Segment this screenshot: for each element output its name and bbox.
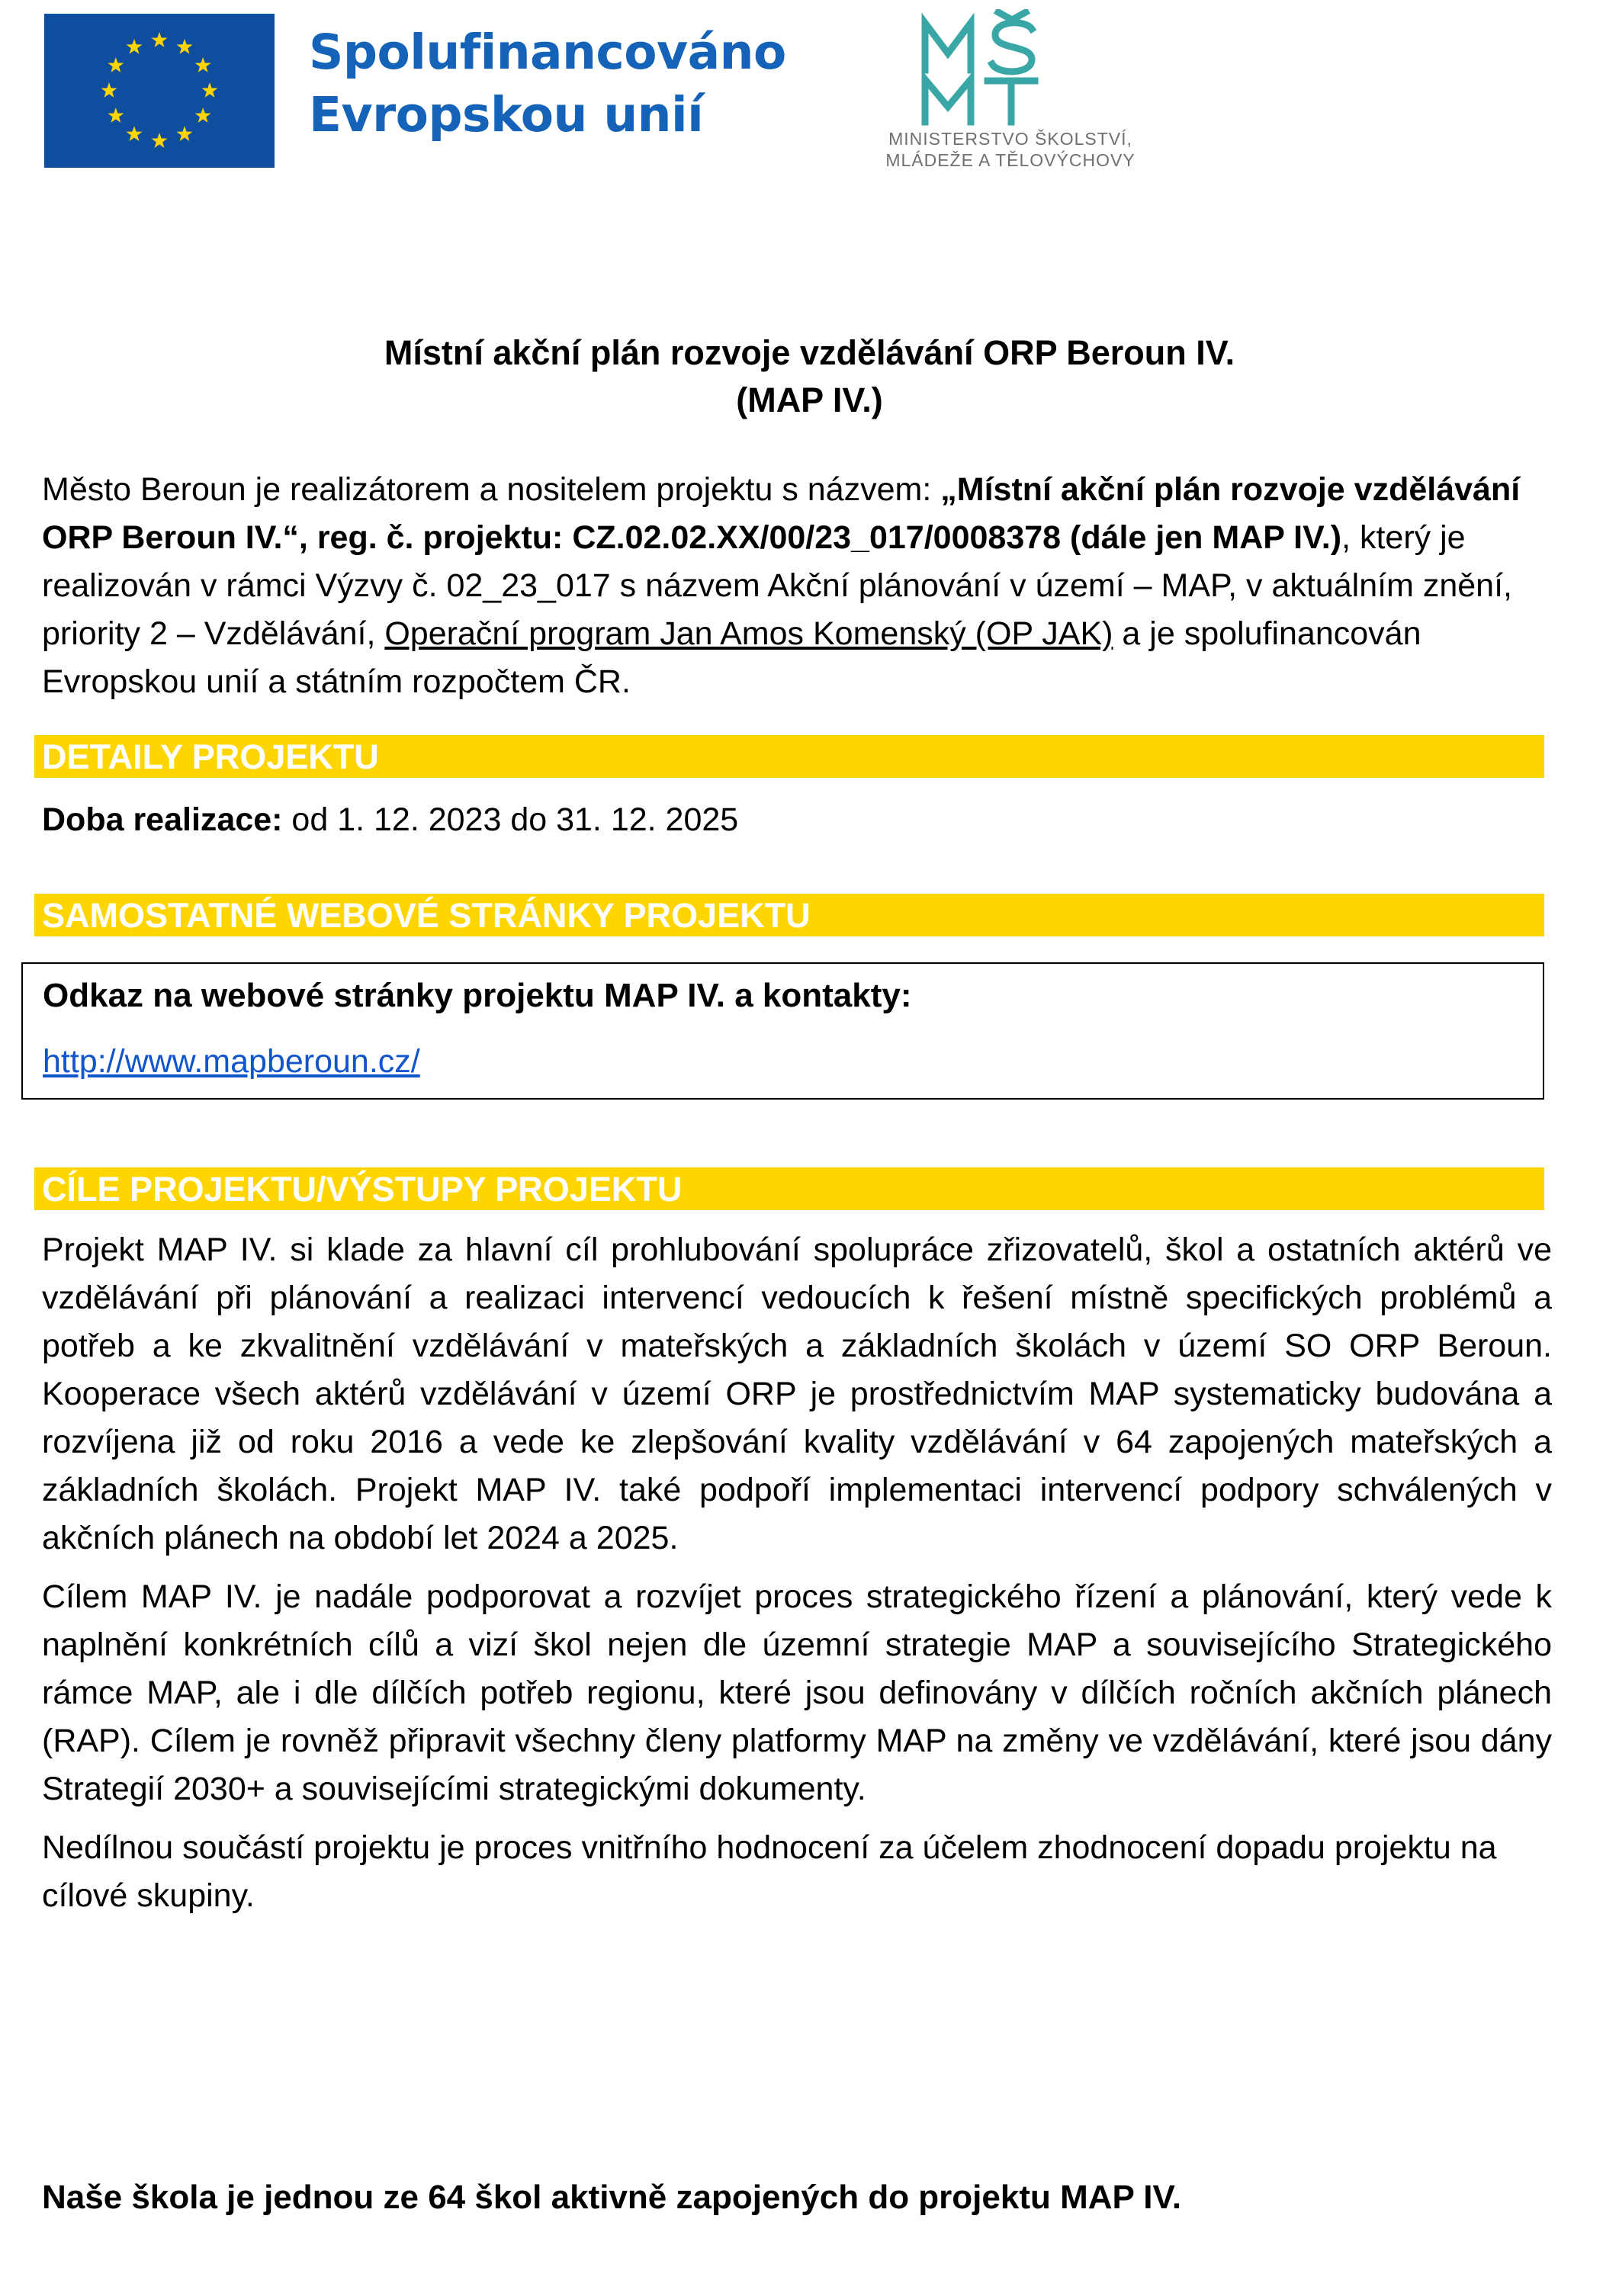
section-heading-goals: CÍLE PROJEKTU/VÝSTUPY PROJEKTU	[34, 1167, 1544, 1210]
msmt-caption	[835, 128, 1186, 171]
project-website-link[interactable]: http://www.mapberoun.cz/	[43, 1043, 420, 1080]
eu-stars-icon	[44, 14, 275, 168]
msmt-logo	[835, 9, 1186, 173]
realization-label: Doba realizace:	[42, 801, 283, 838]
intro-text	[42, 466, 1552, 706]
section-heading-web: SAMOSTATNÉ WEBOVÉ STRÁNKY PROJEKTU	[34, 894, 1544, 936]
realization-period	[42, 796, 1552, 844]
eu-text-line2: Evropskou unií	[309, 87, 704, 143]
goals-paragraph-1: Projekt MAP IV. si klade za hlavní cíl prohlubování spolupráce zřizovatelů, škol a ostatních aktérů ve vzdělávání při plánování a realizaci intervencí vedoucích k řešení místně specifických problémů a potřeb a ke zkvalitnění vzdělávání v mateřských a základních školách v území SO ORP Beroun. Kooperace všech aktérů vzdělávání v území ORP je prostřednictvím MAP systematicky budována a rozvíjena již od roku 2016 a vede ke zlepšování kvality vzdělávání v 64 zapojených mateřských a základních školách. Projekt MAP IV. také podpoří implementaci intervencí podpory schválených v akčních plánech na období let 2024 a 2025.	[42, 1231, 1552, 1556]
eu-cofinancing-text	[309, 21, 786, 146]
msmt-monogram-icon	[835, 9, 1186, 131]
intro-project-name: „Místní akční plán rozvoje vzdělávání ORP Beroun IV.“, reg. č. projektu: CZ.02.02.XX/00/23_017/0008378 (dále jen MAP IV.)	[42, 471, 1521, 556]
intro-text-3: a je spolufinancován Evropskou unií a státním rozpočtem ČR.	[42, 615, 1421, 700]
goals-paragraph-3: Nedílnou součástí projektu je proces vnitřního hodnocení za účelem zhodnocení dopadu projektu na cílové skupiny.	[42, 1829, 1497, 1914]
closing-statement: Naše škola je jednou ze 64 škol aktivně zapojených do projektu MAP IV.	[42, 2179, 1182, 2216]
goals-paragraph-2: Cílem MAP IV. je nadále podporovat a rozvíjet proces strategického řízení a plánování, který vede k naplnění konkrétních cílů a vizí škol nejen dle územní strategie MAP a souvisejícího Strategického rámce MAP, ale i dle dílčích potřeb regionu, které jsou definovány v dílčích ročních akčních plánech (RAP). Cílem je rovněž připravit všechny členy platformy MAP na změny ve vzdělávání, které jsou dány Strategií 2030+ a souvisejícími strategickými dokumenty.	[42, 1578, 1552, 1807]
intro-text-2: , který je realizován v rámci Výzvy č. 02_23_017 s názvem Akční plánování v území – MAP, v aktuálním znění, priority 2 – Vzdělávání,	[42, 519, 1512, 652]
intro-text-1: Město Beroun je realizátorem a nositelem projektu s názvem:	[42, 471, 941, 508]
msmt-caption-line1: MINISTERSTVO ŠKOLSTVÍ,	[888, 129, 1132, 149]
section-heading-details: DETAILY PROJEKTU	[34, 735, 1544, 778]
intro-paragraph	[42, 466, 1552, 706]
title-line2: (MAP IV.)	[736, 381, 883, 419]
op-jak-link[interactable]: Operační program Jan Amos Komenský (OP JAK)	[384, 615, 1113, 652]
web-box-title: Odkaz na webové stránky projektu MAP IV. a kontakty:	[43, 977, 912, 1014]
realization-value: od 1. 12. 2023 do 31. 12. 2025	[282, 801, 739, 838]
web-link-box	[21, 962, 1544, 1100]
msmt-caption-line2: MLÁDEŽE A TĚLOVÝCHOVY	[885, 150, 1136, 170]
goals-body	[42, 1226, 1552, 1920]
title-line1: Místní akční plán rozvoje vzdělávání ORP Beroun IV.	[384, 333, 1235, 372]
eu-text-line1: Spolufinancováno	[309, 24, 786, 80]
page-title	[0, 329, 1619, 424]
eu-flag-logo	[44, 14, 275, 168]
